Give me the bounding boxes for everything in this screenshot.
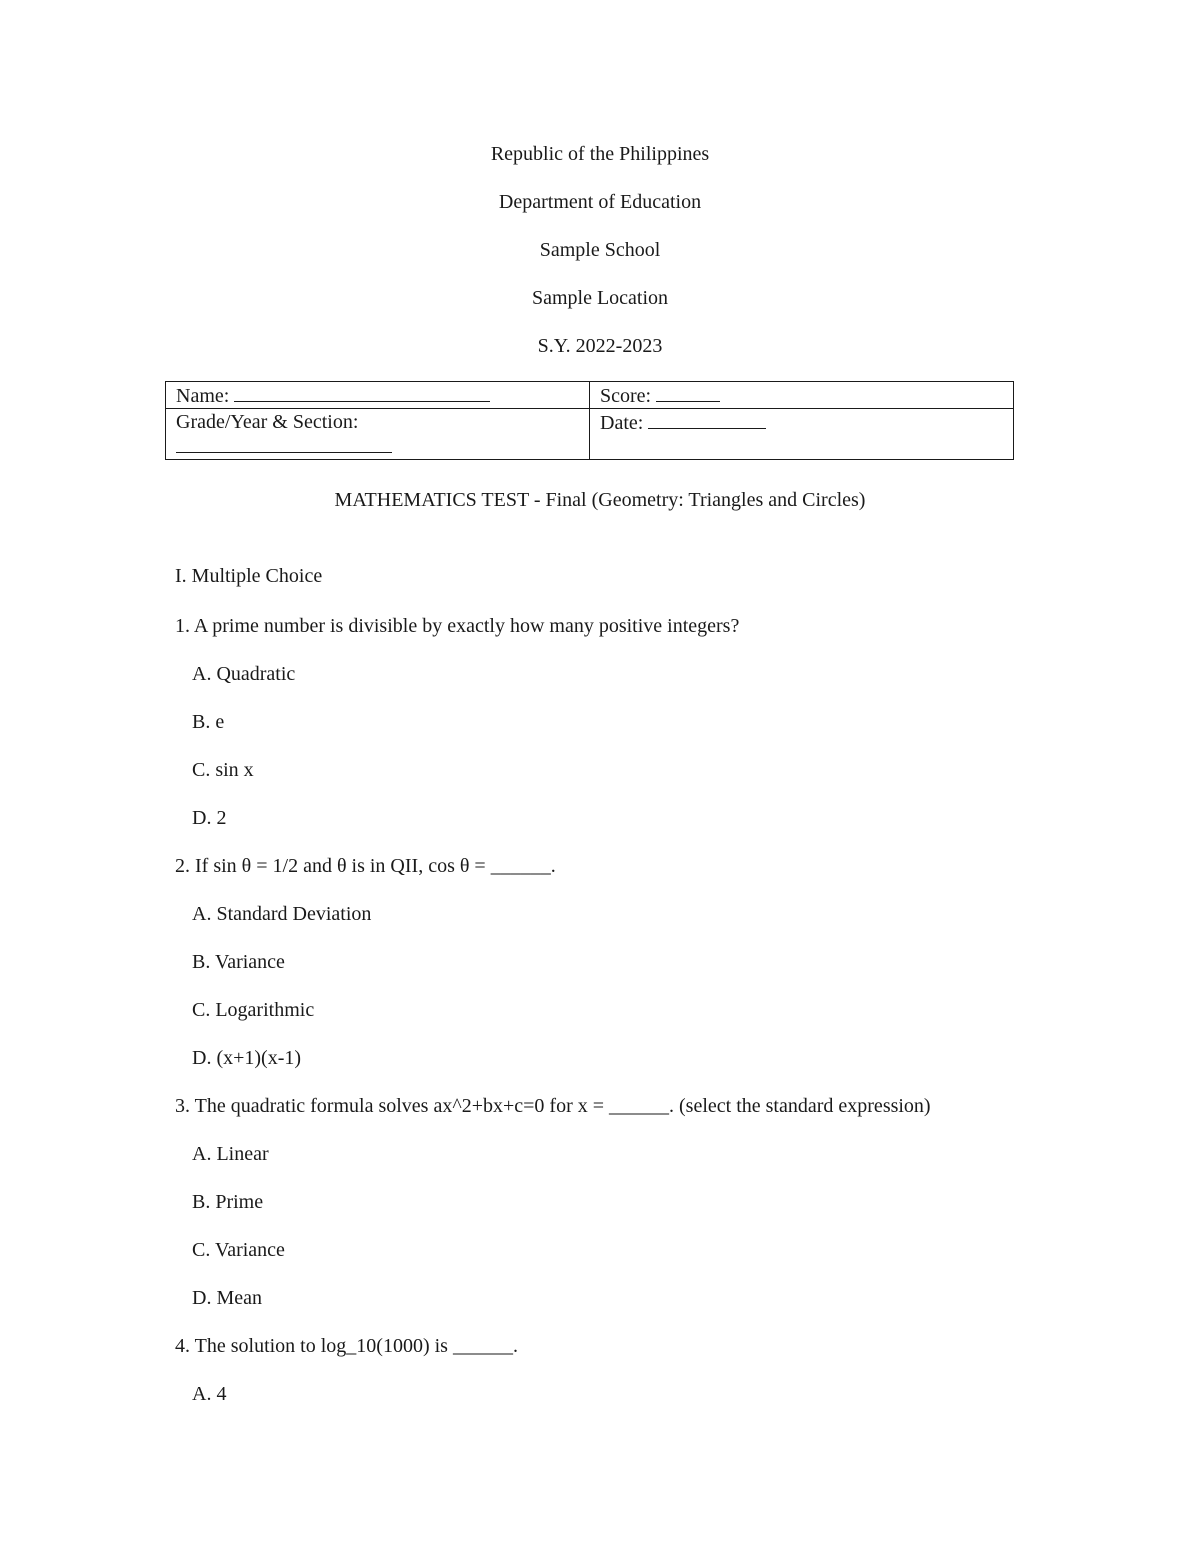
option-item[interactable]: C. Logarithmic xyxy=(192,999,315,1021)
question-text: 3. The quadratic formula solves ax^2+bx+c=0 for x = ______. (select the standard expression) xyxy=(175,1095,931,1117)
date-label: Date: xyxy=(600,412,644,434)
option-item[interactable]: A. 4 xyxy=(192,1383,227,1405)
date-cell xyxy=(590,409,1014,460)
date-blank[interactable] xyxy=(648,410,766,429)
name-cell xyxy=(166,382,590,409)
student-info-table xyxy=(165,381,1014,460)
section-title: I. Multiple Choice xyxy=(175,565,323,587)
header-school-year: S.Y. 2022-2023 xyxy=(537,335,663,357)
option-item[interactable]: D. Mean xyxy=(192,1287,262,1309)
option-item[interactable]: C. sin x xyxy=(192,759,254,781)
score-label: Score: xyxy=(600,385,652,407)
score-cell xyxy=(590,382,1014,409)
score-blank[interactable] xyxy=(656,383,720,402)
question-text: 1. A prime number is divisible by exactly how many positive integers? xyxy=(175,615,740,637)
option-item[interactable]: D. (x+1)(x-1) xyxy=(192,1047,302,1069)
question-text: 4. The solution to log_10(1000) is ______. xyxy=(175,1335,518,1357)
header-school: Sample School xyxy=(539,239,661,261)
question-text: 2. If sin θ = 1/2 and θ is in QII, cos θ = ______. xyxy=(175,855,556,877)
option-item[interactable]: B. e xyxy=(192,711,225,733)
test-title: MATHEMATICS TEST - Final (Geometry: Triangles and Circles) xyxy=(334,489,866,511)
header-location: Sample Location xyxy=(531,287,669,309)
option-item[interactable]: A. Linear xyxy=(192,1143,269,1165)
name-label: Name: xyxy=(176,385,230,407)
name-blank[interactable] xyxy=(234,383,490,402)
header-department: Department of Education xyxy=(498,191,702,213)
option-item[interactable]: A. Standard Deviation xyxy=(192,903,372,925)
option-item[interactable]: B. Prime xyxy=(192,1191,264,1213)
grade-section-cell xyxy=(166,409,590,460)
option-item[interactable]: A. Quadratic xyxy=(192,663,296,685)
option-item[interactable]: D. 2 xyxy=(192,807,227,829)
header-republic: Republic of the Philippines xyxy=(490,143,710,165)
grade-section-blank[interactable] xyxy=(176,434,392,453)
option-item[interactable]: C. Variance xyxy=(192,1239,285,1261)
option-item[interactable]: B. Variance xyxy=(192,951,285,973)
grade-section-label: Grade/Year & Section: xyxy=(176,411,359,433)
